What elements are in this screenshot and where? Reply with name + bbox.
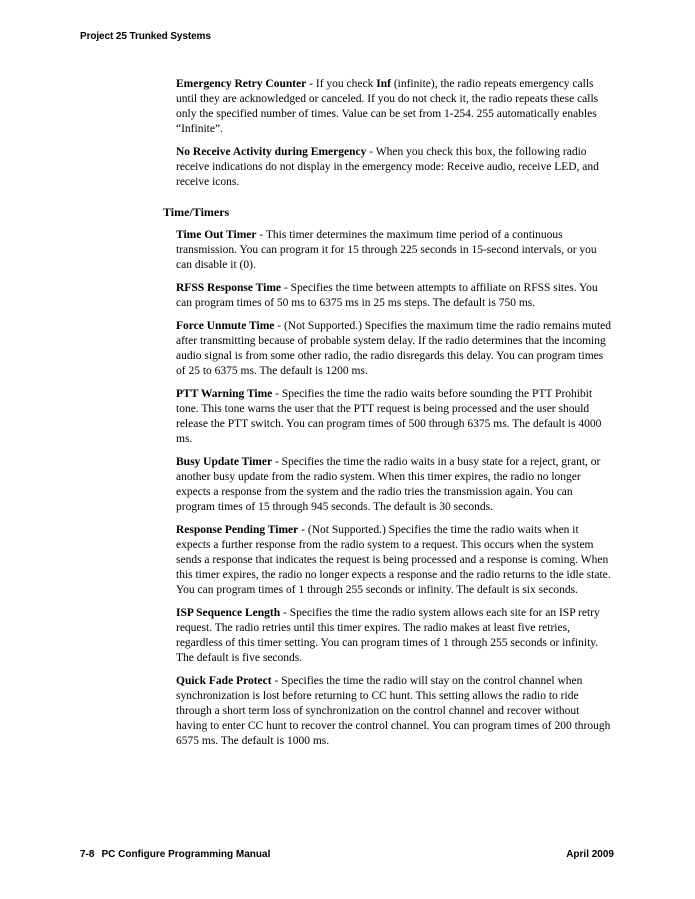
term-emergency-retry-counter: Emergency Retry Counter bbox=[176, 78, 307, 90]
page-number: 7-8 bbox=[80, 849, 95, 860]
term-quick-fade-protect: Quick Fade Protect bbox=[176, 675, 272, 687]
separator: - bbox=[274, 320, 284, 332]
separator: - bbox=[272, 388, 282, 400]
paragraph-text: Specifies the time the radio waits in a busy state for a reject, grant, or another busy update from the radio system. When this timer expires, the radio no longer expects a response from the system and the radio tries the transmission again. You can program times of 15 through 945 seconds. The default is 30 seconds. bbox=[176, 456, 601, 513]
paragraph-emergency-retry-counter bbox=[176, 77, 612, 137]
separator: - bbox=[298, 524, 308, 536]
paragraph-text: Specifies the time the radio system allows each site for an ISP retry request. The radio retries until this timer expires. The radio makes at least five retries, regardless of this timer setting. You can program times of 1 through 255 seconds or infinity. The default is five seconds. bbox=[176, 607, 600, 664]
paragraph-response-pending-timer bbox=[176, 523, 612, 598]
section-heading-time-timers: Time/Timers bbox=[163, 205, 230, 219]
term-rfss-response-time: RFSS Response Time bbox=[176, 282, 282, 294]
page-footer-left bbox=[80, 849, 270, 860]
document-body bbox=[163, 77, 612, 757]
separator: - bbox=[281, 282, 291, 294]
paragraph-text: Specifies the time the radio waits before sounding the PTT Prohibit tone. This tone warns the user that the PTT request is being processed and the user should release the PTT switch. You can program times of 500 through 6375 ms. The default is 4000 ms. bbox=[176, 388, 602, 445]
paragraph-text: Specifies the time between attempts to affiliate on RFSS sites. You can program times of 50 ms to 6375 ms in 25 ms steps. The default is 750 ms. bbox=[176, 282, 598, 309]
paragraph-text: (Not Supported.) Specifies the maximum time the radio remains muted after transmitting because of probable system delay. If the radio determines that the incoming audio signal is from some other radio, the radio disregards this delay. You can program times of 25 to 6375 ms. The default is 1200 ms. bbox=[176, 320, 612, 377]
paragraph-no-receive-activity bbox=[176, 145, 612, 190]
paragraph-busy-update-timer bbox=[176, 455, 612, 515]
paragraph-text: Specifies the time the radio will stay on the control channel when synchronization is lost before returning to CC hunt. This setting allows the radio to ride through a short term loss of synchronization on the control channel and recover without having to enter CC hunt to recover the control channel. You can program times of 200 through 6575 ms. The default is 1000 ms. bbox=[176, 675, 611, 747]
paragraph-rfss-response-time bbox=[176, 281, 612, 311]
term-no-receive-activity: No Receive Activity during Emergency bbox=[176, 146, 367, 158]
footer-date: April 2009 bbox=[566, 849, 614, 860]
separator: - bbox=[256, 229, 266, 241]
inline-bold-inf: Inf bbox=[376, 78, 391, 90]
term-time-out-timer: Time Out Timer bbox=[176, 229, 257, 241]
paragraph-isp-sequence-length bbox=[176, 606, 612, 666]
page-header-title: Project 25 Trunked Systems bbox=[80, 31, 211, 42]
separator: - bbox=[271, 675, 282, 687]
term-busy-update-timer: Busy Update Timer bbox=[176, 456, 273, 468]
text-pre: If you check bbox=[315, 78, 377, 90]
term-ptt-warning-time: PTT Warning Time bbox=[176, 388, 273, 400]
paragraph-quick-fade-protect bbox=[176, 674, 612, 749]
text-post: (infinite), the radio repeats emergency calls until they are acknowledged or canceled. If you do not check it, the radio repeats these calls only the specified number of times. Value can be set from 1-254. 255 automatically enables “Infinite”. bbox=[176, 78, 599, 135]
paragraph-text: (Not Supported.) Specifies the time the radio waits when it expects a further response from the radio system to a request. This occurs when the system sends a response that indicates the request is being processed and a response is coming. When this timer expires, the radio no longer expects a response and the radio returns to the idle state. You can program times of 1 through 255 seconds or infinity. The default is six seconds. bbox=[176, 524, 611, 596]
paragraph-force-unmute-time bbox=[176, 319, 612, 379]
separator: - bbox=[366, 146, 376, 158]
separator: - bbox=[306, 78, 316, 90]
paragraph-time-out-timer bbox=[176, 228, 612, 273]
separator: - bbox=[272, 456, 282, 468]
term-isp-sequence-length: ISP Sequence Length bbox=[176, 607, 281, 619]
paragraph-text: This timer determines the maximum time period of a continuous transmission. You can program it for 15 through 225 seconds in 15-second intervals, or you can disable it (0). bbox=[176, 229, 597, 271]
term-force-unmute-time: Force Unmute Time bbox=[176, 320, 275, 332]
manual-title: PC Configure Programming Manual bbox=[101, 849, 271, 860]
paragraph-text: When you check this box, the following radio receive indications do not display in the emergency mode: Receive audio, receive LED, and receive icons. bbox=[176, 146, 599, 188]
term-response-pending-timer: Response Pending Timer bbox=[176, 524, 299, 536]
paragraph-ptt-warning-time bbox=[176, 387, 612, 447]
separator: - bbox=[280, 607, 290, 619]
